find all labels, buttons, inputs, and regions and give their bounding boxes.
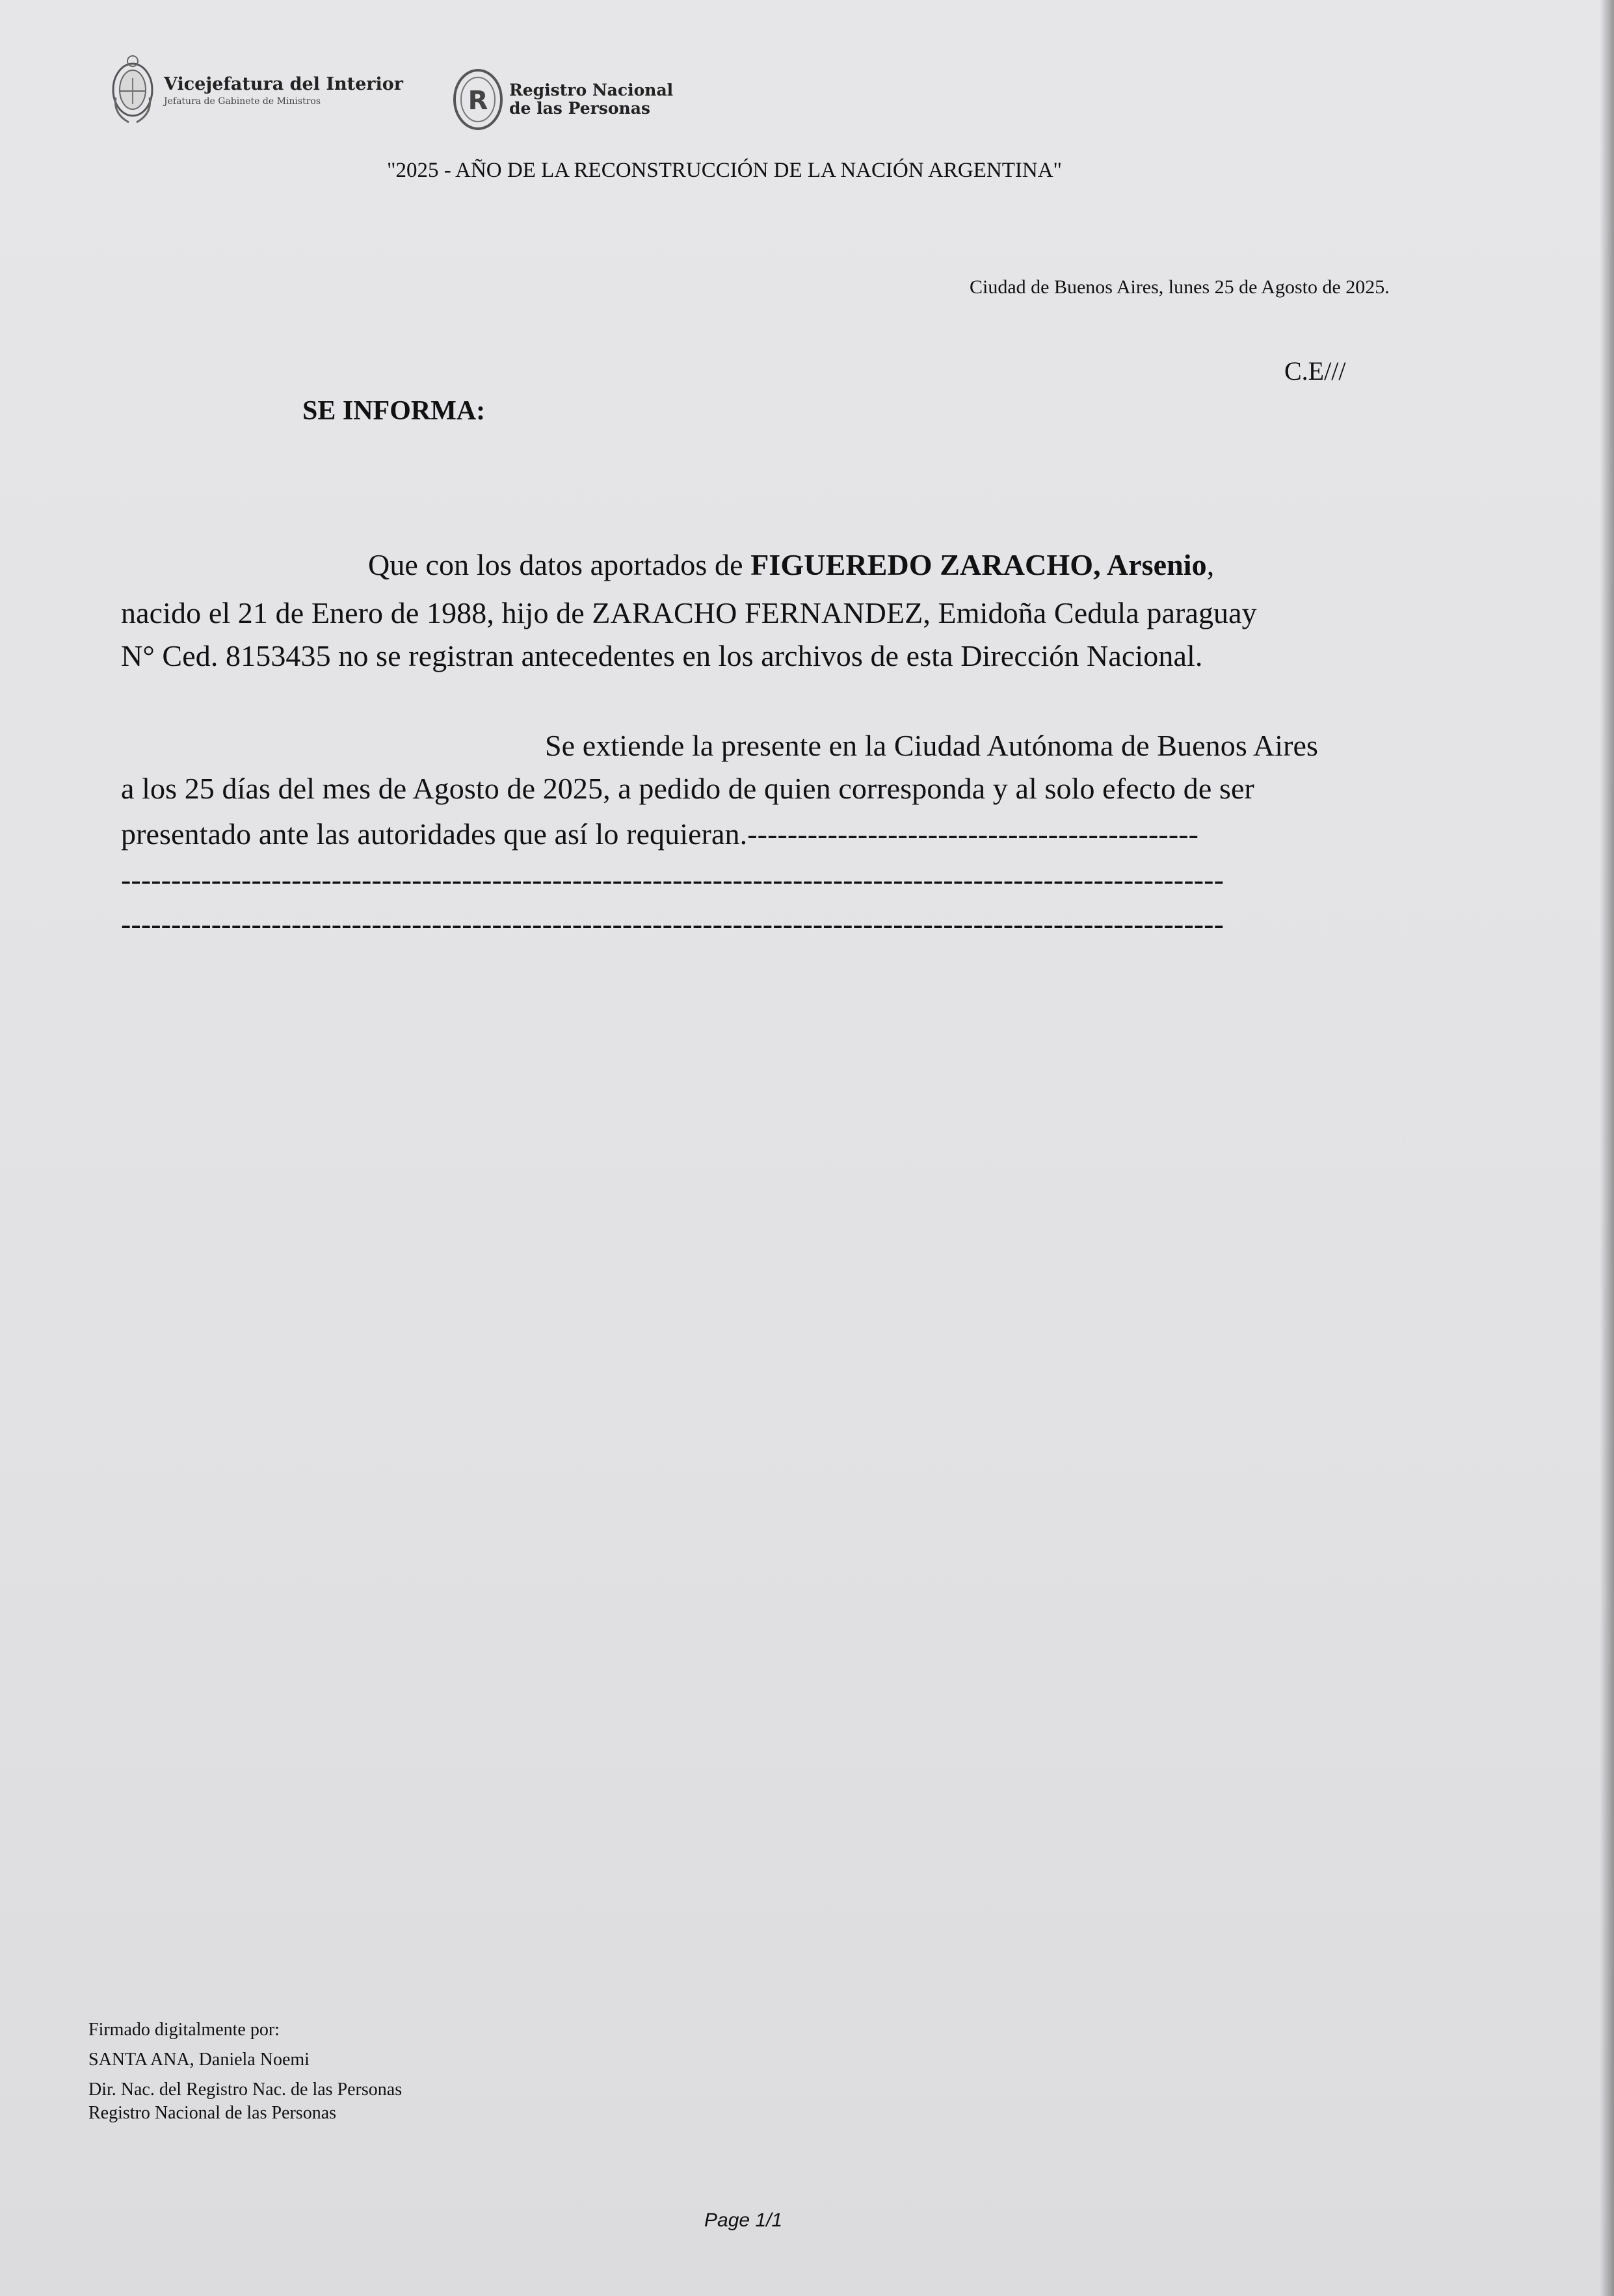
year-motto: "2025 - AÑO DE LA RECONSTRUCCIÓN DE LA NACIÓN ARGENTINA" xyxy=(387,159,1063,182)
logo2-line1: Registro Nacional xyxy=(509,80,674,99)
dash-line-2: -------------------------------------------------------------------------------------------------------------- xyxy=(121,907,1224,940)
renaper-r-letter: R xyxy=(468,86,488,116)
signature-label: Firmado digitalmente por: xyxy=(88,2020,280,2040)
paragraph1-line3: N° Ced. 8153435 no se registran antecedentes en los archivos de esta Dirección Nacional. xyxy=(121,639,1203,672)
reference-code: C.E/// xyxy=(1284,356,1346,386)
logo2-line2: de las Personas xyxy=(509,99,650,118)
paragraph1-intro: Que con los datos aportados de xyxy=(368,548,751,581)
paragraph1-comma: , xyxy=(1206,548,1215,581)
coat-of-arms-icon xyxy=(109,52,156,130)
paragraph2-line3: presentado ante las autoridades que así lo requieran.--------------------------------------------- xyxy=(121,817,1199,851)
renaper-r-icon xyxy=(452,68,504,131)
signer-name: SANTA ANA, Daniela Noemi xyxy=(88,2050,310,2070)
logo1-title: Vicejefatura del Interior xyxy=(164,74,403,95)
paragraph1-line2: nacido el 21 de Enero de 1988, hijo de ZARACHO FERNANDEZ, Emidoña Cedula paraguay xyxy=(121,596,1257,629)
heading-se-informa: SE INFORMA: xyxy=(302,396,486,426)
vicejefatura-logo xyxy=(109,52,403,130)
document-date: Ciudad de Buenos Aires, lunes 25 de Agosto de 2025. xyxy=(970,276,1390,298)
paragraph2-line2: a los 25 días del mes de Agosto de 2025, a pedido de quien corresponda y al solo efecto de ser xyxy=(121,772,1254,805)
logo1-subtitle: Jefatura de Gabinete de Ministros xyxy=(164,96,321,107)
subject-name: FIGUEREDO ZARACHO, Arsenio xyxy=(750,548,1207,581)
renaper-logo xyxy=(452,68,673,131)
paragraph1-line1 xyxy=(368,548,1214,582)
signature-block xyxy=(88,2017,402,2126)
signer-position: Dir. Nac. del Registro Nac. de las Personas xyxy=(88,2079,403,2100)
dash-line-1: -------------------------------------------------------------------------------------------------------------- xyxy=(121,863,1224,896)
signer-organization: Registro Nacional de las Personas xyxy=(88,2103,337,2123)
paragraph2-line1: Se extiende la presente en la Ciudad Autónoma de Buenos Aires xyxy=(545,729,1319,762)
page-number: Page 1/1 xyxy=(704,2210,783,2231)
